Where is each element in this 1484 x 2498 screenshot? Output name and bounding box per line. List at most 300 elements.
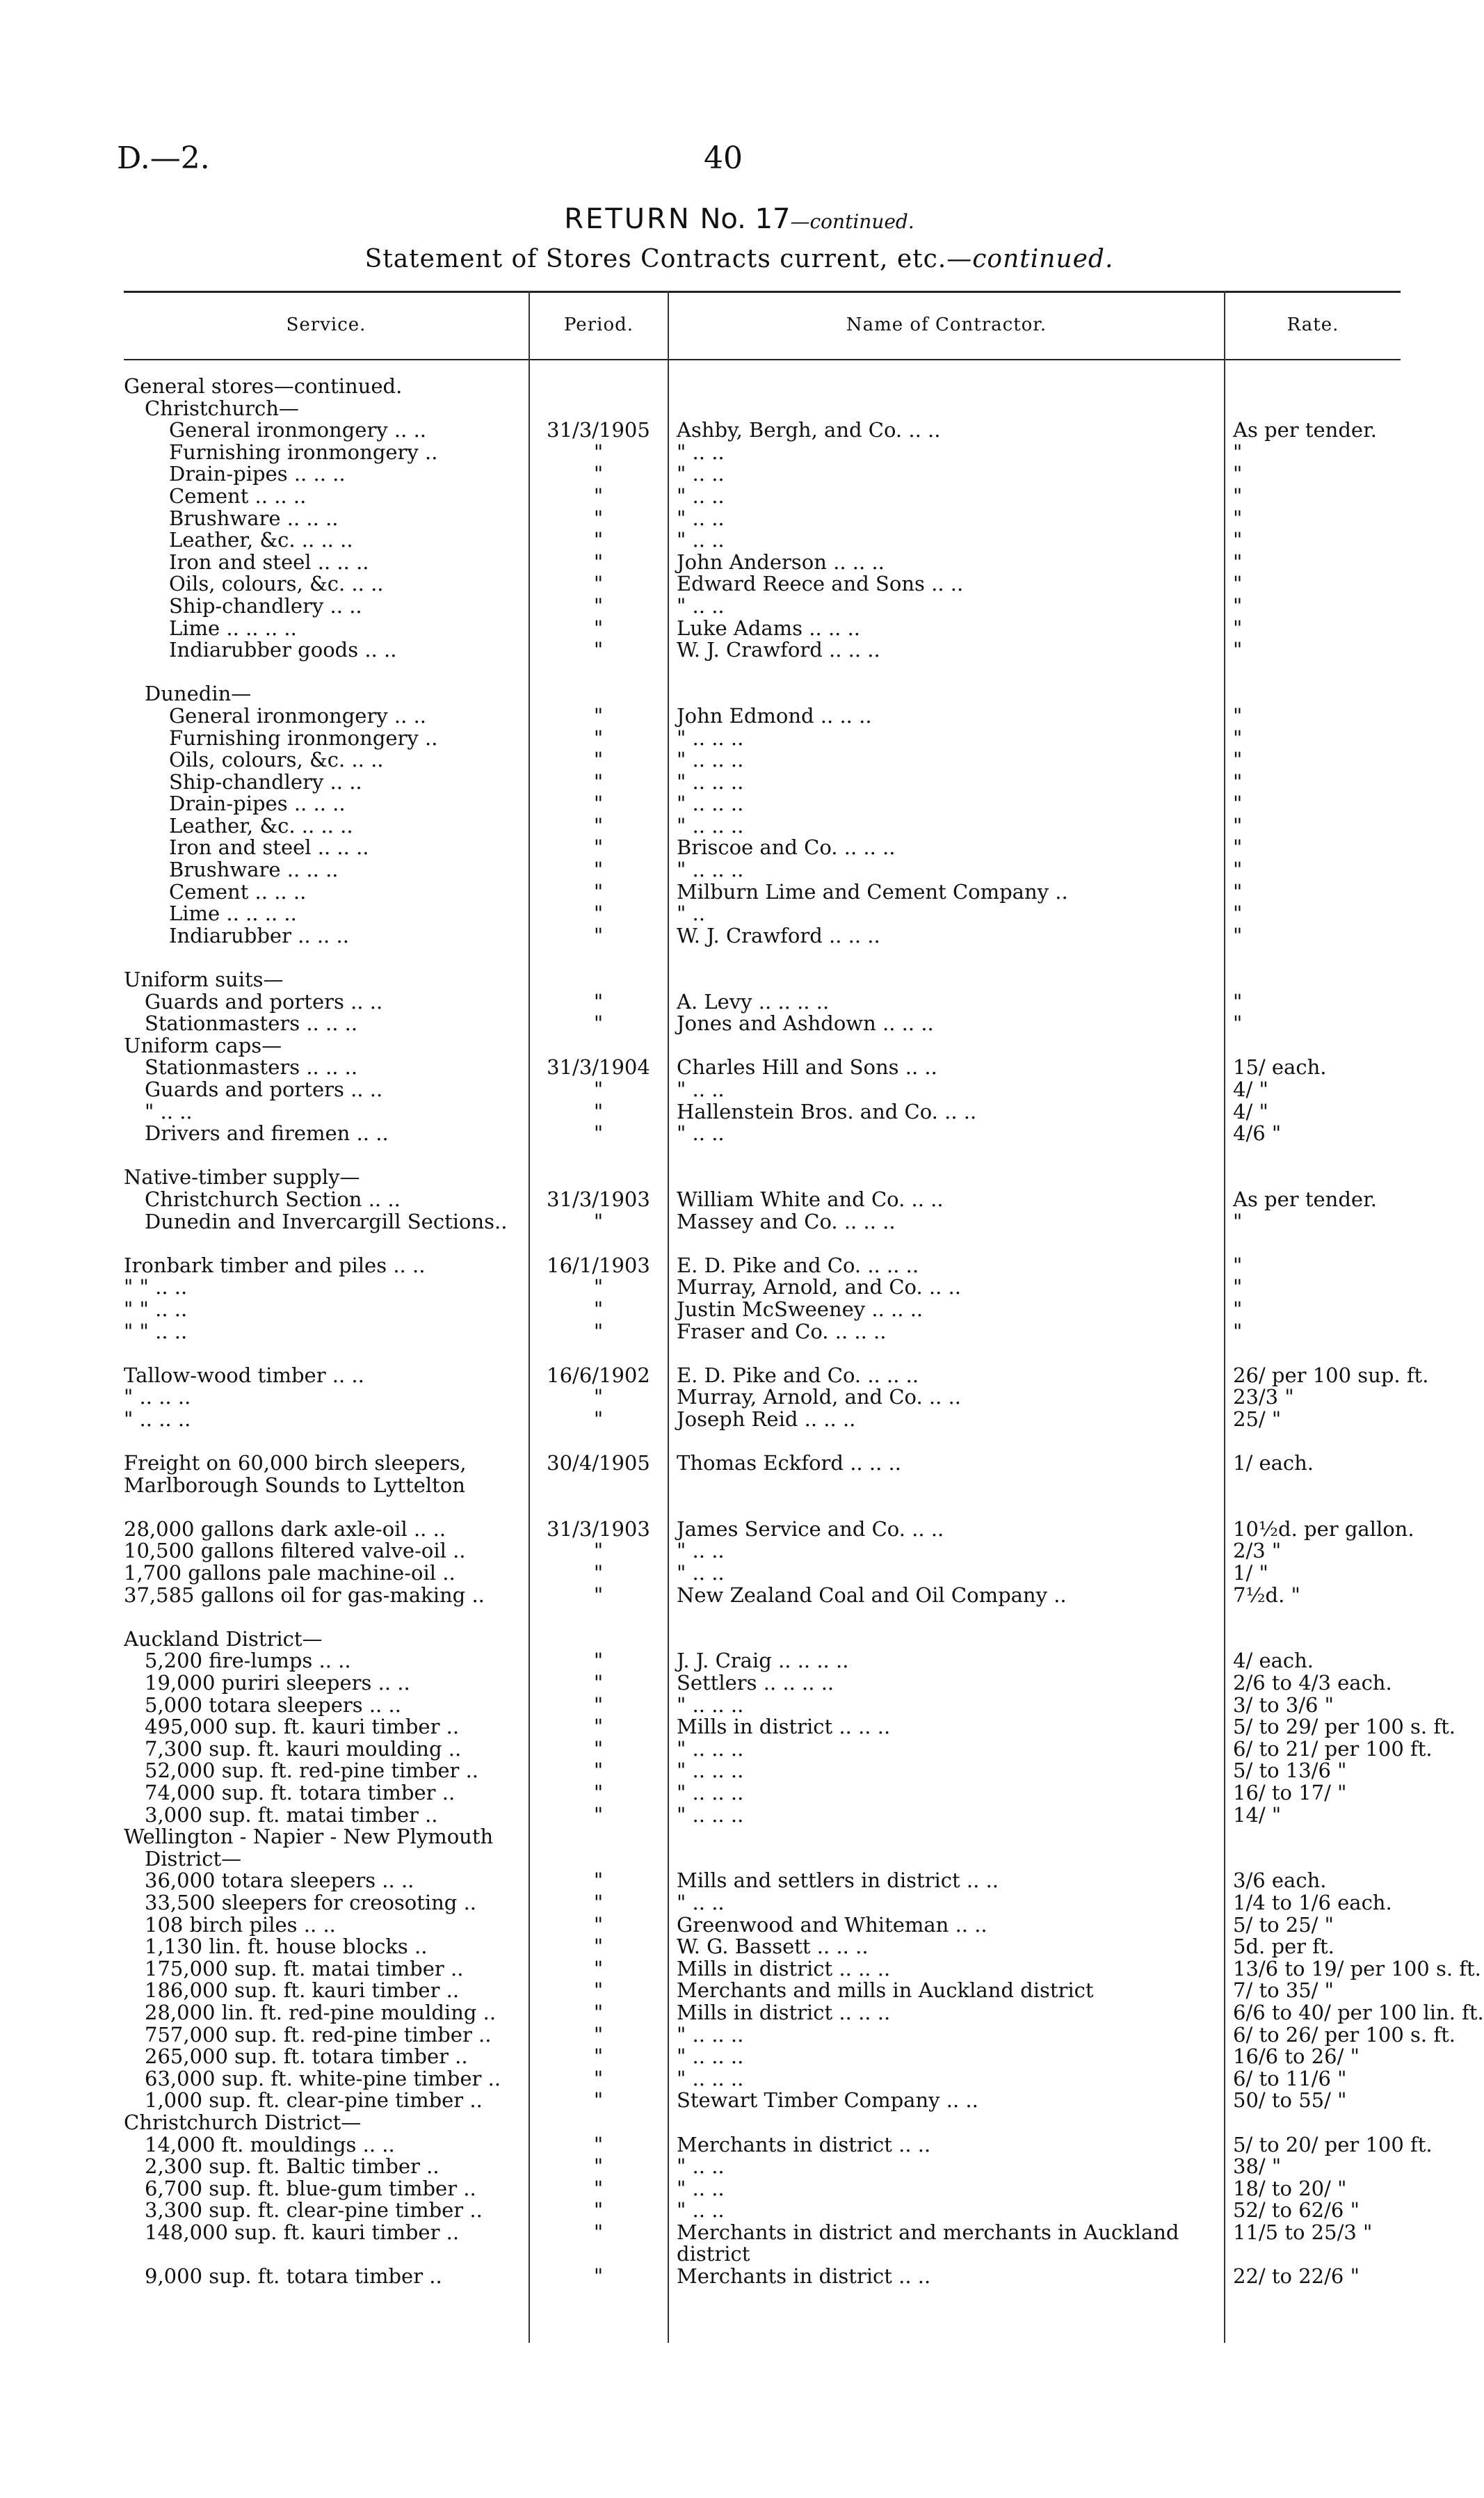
table-row [124, 903, 1401, 925]
rate-cell: " [1233, 483, 1243, 508]
period-cell: " [593, 2264, 604, 2289]
table-row [124, 1980, 1401, 2002]
contractor-cell: Merchants in district .. .. [677, 2132, 931, 2156]
rate-cell: " [1233, 616, 1243, 640]
period-cell: " [593, 1121, 604, 1146]
table-row [124, 705, 1401, 728]
table-row [124, 2178, 1401, 2200]
table-row [124, 618, 1401, 640]
contracts-table [124, 291, 1484, 2378]
contractor-cell: E. D. Pike and Co. .. .. .. [677, 1363, 919, 1387]
contractor-cell: Charles Hill and Sons .. .. [677, 1055, 937, 1080]
table-row [124, 1562, 1401, 1585]
table-top-rule [124, 291, 1401, 293]
service-cell: 265,000 sup. ft. totara timber .. [145, 2044, 468, 2069]
service-cell: 5,200 fire-lumps .. .. [145, 1649, 351, 1673]
service-cell: 495,000 sup. ft. kauri timber .. [145, 1715, 460, 1739]
rate-cell: " [1233, 593, 1243, 618]
rate-cell: 4/ each. [1233, 1649, 1314, 1673]
period-cell: " [593, 769, 604, 794]
service-cell: Drivers and firemen .. .. [145, 1121, 389, 1146]
service-cell: " " .. .. [124, 1275, 188, 1299]
period-cell: " [593, 1407, 604, 1431]
service-cell: General ironmongery .. .. [169, 418, 427, 442]
rate-cell: " [1233, 835, 1243, 860]
service-cell: Auckland District— [124, 1626, 323, 1651]
table-row [124, 749, 1401, 771]
period-cell: " [593, 703, 604, 728]
rate-cell: 5d. per ft. [1233, 1935, 1334, 1959]
service-cell: 36,000 totara sleepers .. .. [145, 1868, 414, 1893]
period-cell: " [593, 616, 604, 640]
period-cell: " [593, 879, 604, 904]
table-row [124, 1956, 1481, 1980]
period-cell: " [593, 1671, 604, 1695]
rate-cell: " [1233, 528, 1243, 552]
service-cell: Indiarubber goods .. .. [169, 638, 397, 662]
service-cell: 10,500 gallons filtered valve-oil .. [124, 1539, 466, 1563]
rate-cell: 5/ to 20/ per 100 ft. [1233, 2132, 1433, 2156]
table-row [124, 1516, 1414, 1541]
service-cell: Cement .. .. .. [169, 879, 307, 904]
column-header-rate: Rate. [1287, 314, 1339, 335]
period-cell: " [593, 1078, 604, 1101]
service-cell: 3,300 sup. ft. clear-pine timber .. [145, 2198, 483, 2223]
table-row [124, 1672, 1401, 1695]
service-cell: 52,000 sup. ft. red-pine timber .. [145, 1759, 479, 1783]
period-cell: " [593, 1649, 604, 1673]
rate-cell: " [1233, 572, 1243, 596]
table-row [124, 376, 1401, 398]
service-cell: Dunedin and Invercargill Sections.. [145, 1209, 508, 1233]
column-header-service: Service. [286, 314, 366, 335]
table-row [124, 2022, 1455, 2047]
contractor-cell: " .. .. [677, 2154, 725, 2179]
period-cell: " [593, 748, 604, 772]
table-row [124, 1892, 1401, 1914]
table-row [124, 1736, 1433, 1761]
service-cell: 74,000 sup. ft. totara timber .. [145, 1781, 455, 1804]
period-cell: " [593, 572, 604, 596]
contractor-cell: " .. .. .. [677, 2044, 744, 2069]
contractor-cell: " .. .. [677, 528, 725, 552]
table-row [124, 529, 1401, 552]
service-cell: Brushware .. .. .. [169, 506, 339, 530]
service-cell: Guards and porters .. .. [145, 989, 383, 1014]
service-cell: 14,000 ft. mouldings .. .. [145, 2132, 395, 2156]
rate-cell: 5/ to 13/6 " [1233, 1759, 1347, 1783]
table-row [124, 2090, 1401, 2112]
service-cell: Uniform suits— [124, 968, 284, 992]
period-cell: 30/4/1905 [547, 1451, 650, 1475]
service-cell: Iron and steel .. .. .. [169, 550, 369, 574]
service-cell: Drain-pipes .. .. .. [169, 792, 346, 816]
table-row [124, 1123, 1401, 1145]
period-cell: 16/6/1902 [547, 1363, 650, 1387]
service-cell: Oils, colours, &c. .. .. [169, 572, 384, 596]
contractor-cell: " .. .. [677, 593, 725, 618]
table-row [124, 1804, 1401, 1827]
service-cell: " .. .. [145, 1099, 193, 1123]
rate-cell: 5/ to 25/ " [1233, 1912, 1334, 1937]
rate-cell: " [1233, 726, 1243, 750]
service-cell: General stores—continued. [124, 374, 403, 398]
contractor-cell: Jones and Ashdown .. .. .. [677, 1011, 934, 1036]
period-cell: " [593, 1912, 604, 1937]
table-row [124, 639, 1401, 662]
service-cell: 63,000 sup. ft. white-pine timber .. [145, 2066, 501, 2090]
contractor-cell: W. J. Crawford .. .. .. [677, 638, 880, 662]
rate-cell: 6/ to 11/6 " [1233, 2066, 1347, 2090]
period-cell: " [593, 1099, 604, 1123]
service-cell: Oils, colours, &c. .. .. [169, 748, 384, 772]
table-row [124, 1255, 1401, 1277]
rate-cell: 16/6 to 26/ " [1233, 2044, 1360, 2069]
period-cell: " [593, 835, 604, 860]
table-row [124, 1035, 1401, 1057]
return-label: RETURN [564, 203, 691, 235]
rate-cell: As per tender. [1233, 418, 1377, 442]
contractor-cell: " .. .. .. [677, 1736, 744, 1761]
rate-cell: " [1233, 923, 1243, 947]
contractor-cell: " .. .. [677, 1539, 725, 1563]
rate-cell: 16/ to 17/ " [1233, 1781, 1347, 1804]
table-row [124, 2046, 1401, 2068]
contractor-cell: New Zealand Coal and Oil Company .. [677, 1583, 1067, 1607]
table-row [124, 1321, 1401, 1343]
period-cell: " [593, 2220, 604, 2244]
contractor-cell: " .. .. [677, 1561, 725, 1585]
contractor-cell: " .. .. .. [677, 2022, 744, 2047]
rate-cell: 1/ each. [1233, 1451, 1314, 1475]
contractor-cell: Settlers .. .. .. .. [677, 1671, 834, 1695]
rate-cell: " [1233, 1209, 1243, 1233]
rate-cell: 26/ per 100 sup. ft. [1233, 1363, 1429, 1387]
service-cell: 7,300 sup. ft. kauri moulding .. [145, 1736, 462, 1761]
table-row [124, 1386, 1401, 1409]
rate-cell: 6/6 to 40/ per 100 lin. ft. [1233, 2000, 1484, 2024]
rate-cell: 6/ to 21/ per 100 ft. [1233, 1736, 1433, 1761]
table-row [124, 1276, 1401, 1299]
contractor-cell: Mills in district .. .. .. [677, 1715, 891, 1739]
period-cell: " [593, 1011, 604, 1036]
contractor-cell: " .. .. .. [677, 1802, 744, 1827]
contractor-cell: " .. .. [677, 440, 725, 464]
period-cell: " [593, 792, 604, 816]
table-row [124, 508, 1401, 530]
rate-cell: " [1233, 462, 1243, 486]
contractor-cell: Stewart Timber Company .. .. [677, 2088, 978, 2113]
service-cell: Freight on 60,000 birch sleepers, Marlborough Sounds to Lyttelton [124, 1451, 467, 1497]
rate-cell: " [1233, 506, 1243, 530]
header-bottom-rule [124, 359, 1401, 360]
document-reference: D.—2. [117, 141, 210, 176]
rate-cell: 22/ to 22/6 " [1233, 2264, 1360, 2289]
table-row [124, 483, 1401, 508]
table-row [124, 1363, 1429, 1387]
statement-title [0, 245, 1478, 273]
period-cell: " [593, 1956, 604, 1980]
table-row [124, 2266, 1401, 2288]
contractor-cell: " .. .. [677, 462, 725, 486]
rate-cell: 10½d. per gallon. [1233, 1516, 1414, 1541]
contractor-cell: Murray, Arnold, and Co. .. .. [677, 1385, 961, 1409]
contractor-cell: Joseph Reid .. .. .. [677, 1407, 856, 1431]
rate-cell: " [1233, 550, 1243, 574]
contractor-cell: Murray, Arnold, and Co. .. .. [677, 1275, 961, 1299]
table-row [124, 1343, 1401, 1365]
period-cell: " [593, 2132, 604, 2156]
rate-cell: 7/ to 35/ " [1233, 1978, 1334, 2003]
rate-cell: 15/ each. [1233, 1055, 1327, 1080]
service-cell: Wellington - Napier - New Plymouth [124, 1825, 494, 1849]
rate-cell: 1/4 to 1/6 each. [1233, 1890, 1392, 1914]
column-header-contractor: Name of Contractor. [846, 314, 1047, 335]
period-cell: " [593, 1583, 604, 1607]
period-cell: " [593, 1736, 604, 1761]
rate-cell: 2/3 " [1233, 1539, 1282, 1563]
table-row [124, 1936, 1401, 1958]
table-row [124, 2222, 1401, 2266]
contractor-cell: Luke Adams .. .. .. [677, 616, 861, 640]
table-row [124, 595, 1401, 618]
table-row [124, 771, 1401, 794]
table-row [124, 2156, 1401, 2178]
rate-cell: " [1233, 813, 1243, 838]
service-cell: Ship-chandlery .. .. [169, 769, 362, 794]
contractor-cell: " .. .. [677, 1121, 725, 1146]
table-row [124, 1189, 1401, 1211]
table-row [124, 1233, 1401, 1255]
contractor-cell: Greenwood and Whiteman .. .. [677, 1912, 987, 1937]
contractor-cell: W. G. Bassett .. .. .. [677, 1935, 869, 1959]
table-row [124, 1782, 1401, 1804]
rate-cell: 1/ " [1233, 1561, 1268, 1585]
rate-cell: 7½d. " [1233, 1583, 1300, 1607]
period-cell: " [593, 813, 604, 838]
period-cell: " [593, 989, 604, 1014]
table-row [124, 552, 1401, 574]
service-cell: Stationmasters .. .. .. [145, 1055, 358, 1080]
service-cell: Indiarubber .. .. .. [169, 923, 349, 947]
contractor-cell: Mills and settlers in district .. .. [677, 1868, 999, 1893]
service-cell: Leather, &c. .. .. .. [169, 813, 353, 838]
rate-cell: " [1233, 1275, 1243, 1299]
table-row [124, 1409, 1401, 1431]
service-cell: Tallow-wood timber .. .. [124, 1363, 364, 1387]
period-cell: " [593, 858, 604, 882]
period-cell: " [593, 462, 604, 486]
service-cell: Drain-pipes .. .. .. [169, 462, 346, 486]
contractor-cell: " .. .. .. [677, 726, 744, 750]
rate-cell: " [1233, 989, 1243, 1014]
service-cell: " .. .. .. [124, 1407, 191, 1431]
period-cell: " [593, 638, 604, 662]
service-cell: Christchurch District— [124, 2110, 362, 2134]
service-cell: Iron and steel .. .. .. [169, 835, 369, 860]
table-row [124, 1013, 1401, 1035]
service-cell: General ironmongery .. .. [169, 703, 427, 728]
period-cell: " [593, 726, 604, 750]
contractor-cell: " .. .. [677, 1078, 725, 1101]
page-header [0, 0, 1478, 292]
rate-cell: " [1233, 902, 1243, 926]
table-row [124, 837, 1401, 859]
service-cell: " " .. .. [124, 1319, 188, 1343]
table-row [124, 947, 1401, 969]
contractor-cell: Merchants and mills in Auckland district [677, 1978, 1094, 2003]
table-row [124, 1496, 1401, 1519]
rate-cell: 25/ " [1233, 1407, 1282, 1431]
period-cell: 31/3/1904 [547, 1055, 650, 1080]
table-row [124, 815, 1401, 838]
rate-cell: 2/6 to 4/3 each. [1233, 1671, 1392, 1695]
table-row [124, 1826, 1401, 1848]
contractor-cell: Merchants in district .. .. [677, 2264, 931, 2289]
service-cell: Furnishing ironmongery .. [169, 440, 438, 464]
period-cell: " [593, 1978, 604, 2003]
period-cell: " [593, 902, 604, 926]
rate-cell: " [1233, 858, 1243, 882]
contractor-cell: A. Levy .. .. .. .. [677, 989, 830, 1014]
table-row [124, 1167, 1401, 1189]
period-cell: 31/3/1903 [547, 1516, 650, 1541]
contractor-cell: " .. .. .. [677, 813, 744, 838]
rate-cell: " [1233, 769, 1243, 794]
service-cell: " " .. .. [124, 1297, 188, 1321]
table-row [124, 969, 1401, 991]
period-cell: " [593, 1275, 604, 1299]
contractor-cell: " .. .. [677, 2198, 725, 2223]
rate-cell: " [1233, 748, 1243, 772]
return-title [0, 203, 1478, 235]
table-row [124, 1715, 1455, 1739]
service-cell: 33,500 sleepers for creosoting .. [145, 1890, 477, 1914]
table-row [124, 1914, 1401, 1937]
contractor-cell: James Service and Co. .. .. [677, 1516, 944, 1541]
period-cell: " [593, 1297, 604, 1321]
table-row [124, 1585, 1401, 1607]
table-row [124, 1606, 1401, 1628]
table-row [124, 2200, 1401, 2222]
period-cell: " [593, 1890, 604, 1914]
rate-cell: 23/3 " [1233, 1385, 1294, 1409]
service-cell: 757,000 sup. ft. red-pine timber .. [145, 2022, 492, 2047]
period-cell: " [593, 1868, 604, 1893]
rate-cell: 3/6 each. [1233, 1868, 1327, 1893]
table-row [124, 683, 1401, 705]
table-row [124, 859, 1401, 881]
contractor-cell: " .. .. [677, 1890, 725, 1914]
period-cell: " [593, 2154, 604, 2179]
service-cell: Uniform caps— [124, 1033, 282, 1057]
rate-cell: " [1233, 440, 1243, 464]
contractor-cell: E. D. Pike and Co. .. .. .. [677, 1253, 919, 1277]
service-cell: Ironbark timber and piles .. .. [124, 1253, 426, 1277]
period-cell: " [593, 1561, 604, 1585]
rate-cell: 13/6 to 19/ per 100 s. ft. [1233, 1956, 1481, 1980]
service-cell: 186,000 sup. ft. kauri timber .. [145, 1978, 460, 2003]
period-cell: " [593, 1319, 604, 1343]
service-cell: 28,000 gallons dark axle-oil .. .. [124, 1516, 446, 1541]
service-cell: Dunedin— [145, 682, 252, 706]
service-cell: 37,585 gallons oil for gas-making .. [124, 1583, 485, 1607]
period-cell: 31/3/1903 [547, 1187, 650, 1211]
page-number: 40 [704, 141, 743, 176]
table-body [124, 374, 1484, 2289]
period-cell: " [593, 506, 604, 530]
table-row [124, 793, 1401, 815]
table-row [124, 463, 1401, 486]
period-cell: 31/3/1905 [547, 418, 650, 442]
rate-cell: 18/ to 20/ " [1233, 2176, 1347, 2200]
contractor-cell: " .. .. .. [677, 1781, 744, 1804]
table-row [124, 1452, 1401, 1496]
rate-cell: 14/ " [1233, 1802, 1282, 1827]
contractor-cell: " .. .. .. [677, 1759, 744, 1783]
table-row [124, 2132, 1433, 2156]
contractor-cell: " .. .. .. [677, 748, 744, 772]
period-cell: " [593, 528, 604, 552]
return-number: No. 17 [700, 203, 791, 235]
period-cell: " [593, 1539, 604, 1563]
period-cell: " [593, 1209, 604, 1233]
contractor-cell: Merchants in district and merchants in Auckland district [677, 2220, 1179, 2266]
table-row [124, 2068, 1401, 2090]
statement-continued: —continued. [946, 245, 1114, 273]
period-cell: " [593, 1692, 604, 1717]
rate-cell: As per tender. [1233, 1187, 1377, 1211]
period-cell: " [593, 923, 604, 947]
rate-cell: 52/ to 62/6 " [1233, 2198, 1360, 2223]
service-cell: 148,000 sup. ft. kauri timber .. [145, 2220, 460, 2244]
contractor-cell: Fraser and Co. .. .. .. [677, 1319, 887, 1343]
table-row [124, 662, 1401, 684]
table-row [124, 1628, 1401, 1651]
period-cell: " [593, 1802, 604, 1827]
contractor-cell: Massey and Co. .. .. .. [677, 1209, 896, 1233]
service-cell: Cement .. .. .. [169, 483, 307, 508]
table-row [124, 881, 1401, 904]
rate-cell: 3/ to 3/6 " [1233, 1692, 1334, 1717]
contractor-cell: Justin McSweeney .. .. .. [677, 1297, 924, 1321]
contractor-cell: " .. .. .. [677, 2066, 744, 2090]
rate-cell: " [1233, 879, 1243, 904]
service-cell: Leather, &c. .. .. .. [169, 528, 353, 552]
period-cell: " [593, 483, 604, 508]
service-cell: 5,000 totara sleepers .. .. [145, 1692, 401, 1717]
contractor-cell: Mills in district .. .. .. [677, 2000, 891, 2024]
contractor-cell: " .. .. .. [677, 1692, 744, 1717]
period-cell: " [593, 1715, 604, 1739]
rate-cell: 50/ to 55/ " [1233, 2088, 1347, 2113]
return-continued: —continued. [790, 210, 914, 233]
table-row [124, 1760, 1401, 1782]
period-cell: " [593, 2066, 604, 2090]
service-cell: 3,000 sup. ft. matai timber .. [145, 1802, 438, 1827]
table-row [124, 1431, 1401, 1453]
service-cell: Ship-chandlery .. .. [169, 593, 362, 618]
table-row [124, 1692, 1401, 1717]
table-row [124, 1870, 1401, 1892]
period-cell: " [593, 2000, 604, 2024]
rate-cell: " [1233, 1253, 1243, 1277]
statement-label: Statement of Stores Contracts current, etc. [364, 245, 947, 273]
service-cell: 1,700 gallons pale machine-oil .. [124, 1561, 455, 1585]
period-cell: " [593, 2176, 604, 2200]
table-row [124, 991, 1401, 1014]
contractor-cell: Hallenstein Bros. and Co. .. .. [677, 1099, 977, 1123]
